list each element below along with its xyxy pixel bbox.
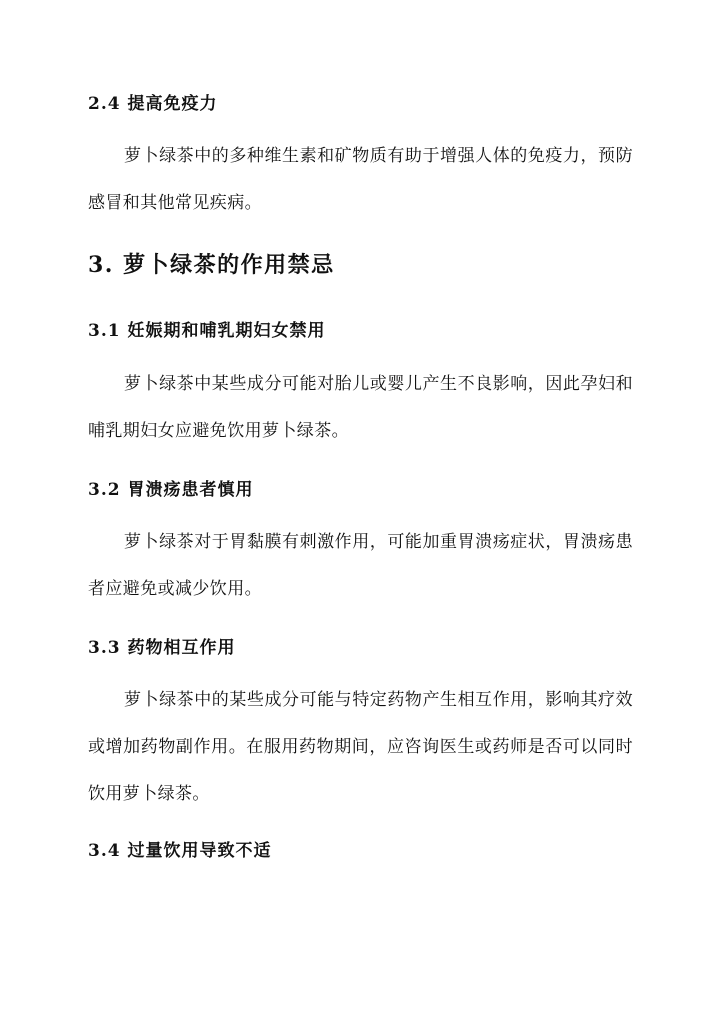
section-paragraph-2-4: 萝卜绿茶中的多种维生素和矿物质有助于增强人体的免疫力，预防感冒和其他常见疾病。 bbox=[88, 146, 633, 213]
section-paragraph-3-1: 萝卜绿茶中某些成分可能对胎儿或婴儿产生不良影响，因此孕妇和哺乳期妇女应避免饮用萝卜绿茶。 bbox=[88, 374, 633, 441]
section-heading-3-4: 3.4 过量饮用导致不适 bbox=[88, 841, 272, 861]
section-paragraph-3-2: 萝卜绿茶对于胃黏膜有刺激作用，可能加重胃溃疡症状，胃溃疡患者应避免或减少饮用。 bbox=[88, 532, 633, 599]
section-paragraph-3-3: 萝卜绿茶中的某些成分可能与特定药物产生相互作用，影响其疗效或增加药物副作用。在服用药物期间，应咨询医生或药师是否可以同时饮用萝卜绿茶。 bbox=[88, 690, 633, 804]
section-heading-3-2: 3.2 胃溃疡患者慎用 bbox=[88, 480, 254, 500]
section-heading-3-1: 3.1 妊娠期和哺乳期妇女禁用 bbox=[88, 321, 326, 341]
chapter-heading-3: 3. 萝卜绿茶的作用禁忌 bbox=[88, 252, 335, 278]
section-heading-3-3: 3.3 药物相互作用 bbox=[88, 638, 236, 658]
section-heading-2-4: 2.4 提高免疫力 bbox=[88, 94, 218, 114]
